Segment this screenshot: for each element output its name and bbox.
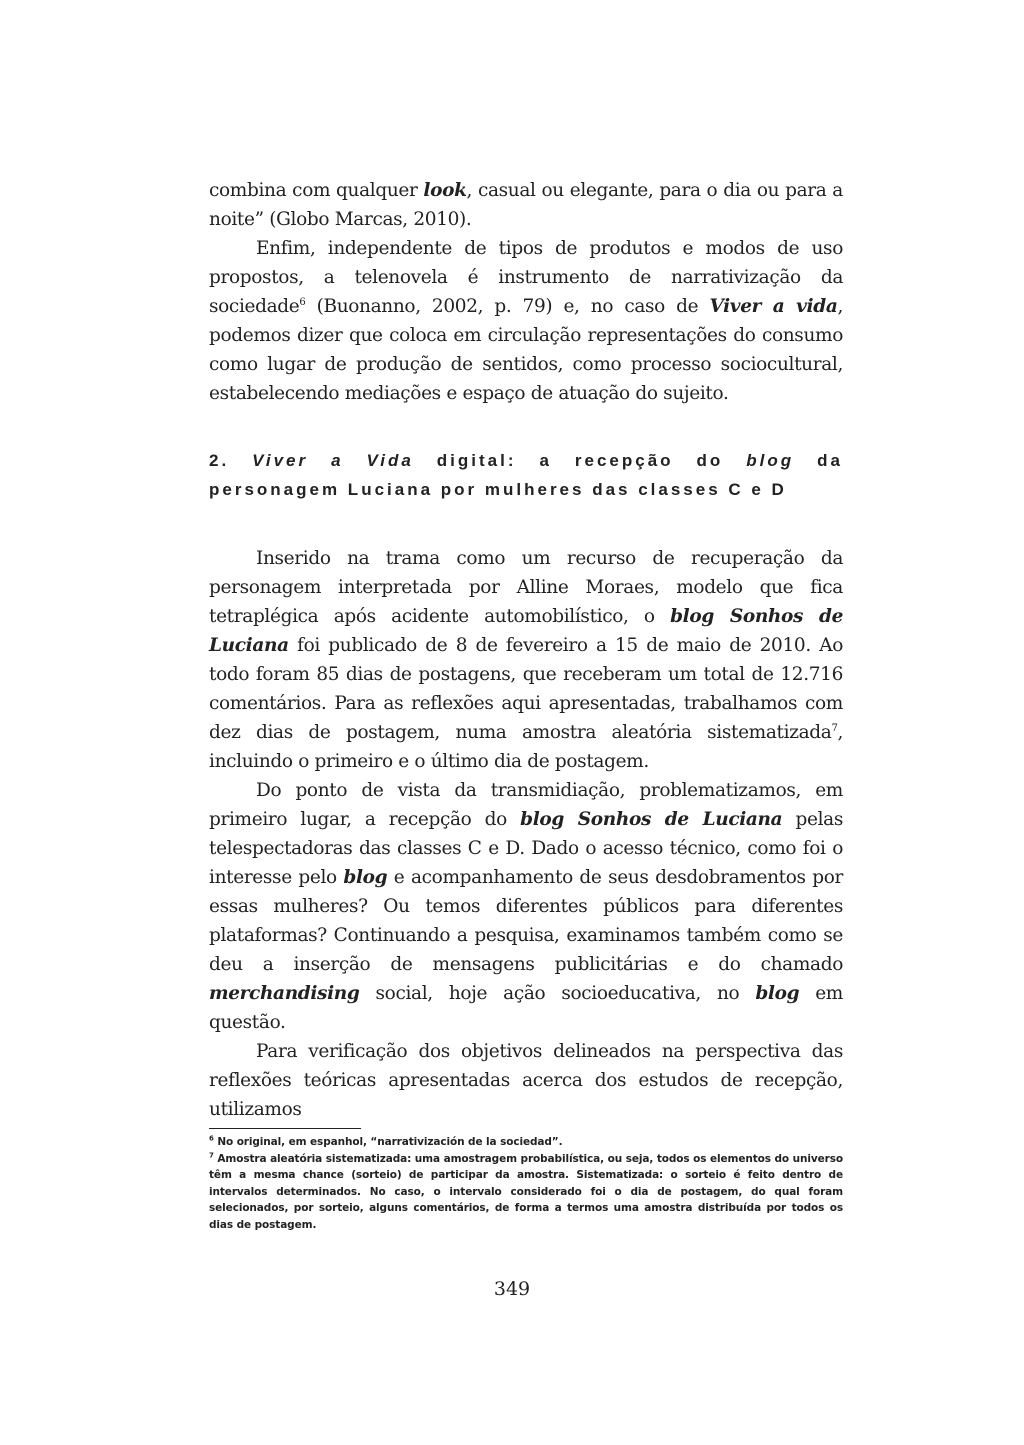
paragraph-3 [209,544,843,776]
text-run: Para verificação dos objetivos delineados na perspectiva das reflexões teóricas apresentadas acerca dos estudos de recepção, utilizamos [209,1041,843,1120]
heading-italic-blog: blog [746,451,795,470]
text-run: , casual ou elegante, para o dia ou para a noite” (Globo Marcas, 2010). [209,180,843,230]
text-run: , podemos dizer que coloca em circulação representações do consumo como lugar de produção de sentidos, como processo sociocultural, estabelecendo mediações e espaço de atuação do sujeito. [209,296,843,404]
footnote-text: No original, em espanhol, “narrativización de la sociedad”. [213,1136,563,1148]
italic-merchandising: merchandising [209,983,360,1004]
footnotes [209,1134,843,1233]
text-run: (Buonanno, 2002, p. 79) e, no caso de [305,296,710,317]
heading-italic-viver-a-vida: Viver a Vida [252,451,414,470]
italic-term-look: look [423,180,467,201]
text-run: pelas telespectadoras das classes C e D. Dado o acesso técnico, como foi o interesse pelo [209,809,844,888]
heading-run: 2. [209,451,253,470]
footnote-7 [209,1151,843,1234]
italic-blog-sonhos-de-luciana: blog Sonhos de Luciana [520,809,783,830]
paragraph-5 [209,1037,843,1124]
footnote-6 [209,1134,843,1151]
footnote-number: 6 [209,1134,214,1143]
text-run: combina com qualquer [209,180,424,201]
italic-title-viver-a-vida: Viver a vida [709,296,838,317]
text-run: Enfim, independente de tipos de produtos e modos de uso propostos, a telenovela é instrumento de narrativização da sociedade [209,238,843,317]
text-run: foi publicado de 8 de fevereiro a 15 de maio de 2010. Ao todo foram 85 dias de postagens, que receberam um total de 12.716 comentários. Para as reflexões aqui apresentadas, trabalhamos com dez dias de postagem, numa amostra aleatória sistematizada [209,635,843,743]
text-run: em questão. [209,983,843,1033]
text-run: e acompanhamento de seus desdobramentos por essas mulheres? Ou temos diferentes públicos para diferentes plataformas? Continuando a pesquisa, examinamos também como se deu a inserção de mensagens publicitárias e do chamado [209,867,843,975]
footnote-number: 7 [209,1151,214,1159]
footnote-ref-6[interactable]: 6 [299,296,306,308]
footnote-divider [209,1128,361,1129]
heading-run: da personagem Luciana por mulheres das classes C e D [209,451,843,499]
text-run: , incluindo o primeiro e o último dia de postagem. [209,722,843,772]
paragraph-1 [209,176,843,234]
footnote-text: Amostra aleatória sistematizada: uma amostragem probabilística, ou seja, todos os elementos do universo têm a mesma chance (sorteio) de participar da amostra. Sistematizada: o sorteio é feito dentro de intervalos determinados. No caso, o intervalo considerado foi o dia de postagem, do qual foram selecionados, por sorteio, alguns comentários, de forma a termos uma amostra distribuída por todos os dias de postagem. [209,1152,843,1231]
italic-blog-sonhos-de-luciana: blog Sonhos de Luciana [209,606,844,656]
section-heading [209,446,843,504]
italic-blog: blog [755,983,800,1004]
text-run: Do ponto de vista da transmidiação, problematizamos, em primeiro lugar, a recepção do [209,780,843,830]
page-body [209,176,843,1124]
italic-blog: blog [343,867,388,888]
text-run: social, hoje ação socioeducativa, no [359,983,756,1004]
text-run: Inserido na trama como um recurso de recuperação da personagem interpretada por Alline Moraes, modelo que fica tetraplégica após acidente automobilístico, o [209,548,843,627]
footnote-ref-7[interactable]: 7 [831,722,838,734]
paragraph-4 [209,776,843,1037]
page-number: 349 [493,1278,531,1300]
paragraph-2 [209,234,843,408]
heading-run: digital: a recepção do [413,451,747,470]
